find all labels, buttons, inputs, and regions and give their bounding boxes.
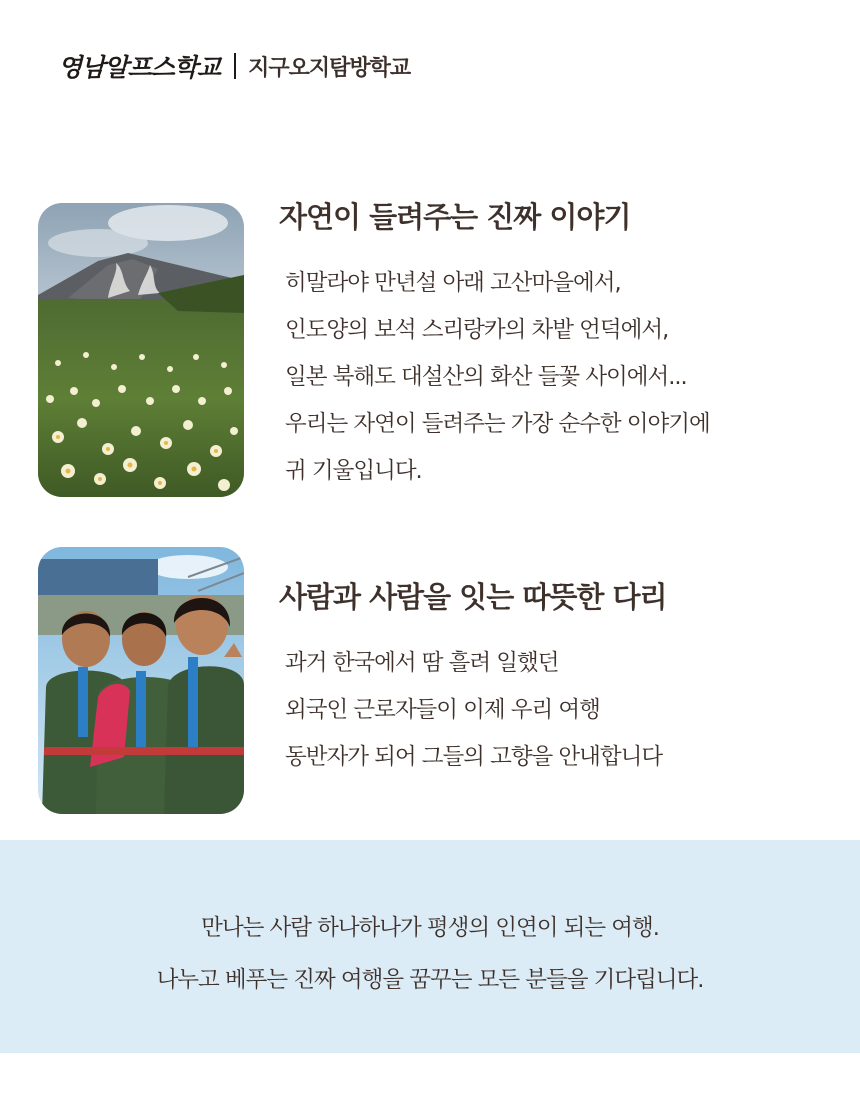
- scouts-photo: [38, 547, 244, 814]
- nature-body: [279, 260, 839, 495]
- volcano-flowers-photo: [38, 203, 244, 497]
- logo-sub[interactable]: 지구오지탐방학교: [248, 54, 411, 81]
- body-line: 일본 북해도 대설산의 화산 들꽃 사이에서...: [285, 364, 687, 390]
- people-body: [279, 640, 839, 781]
- body-line: 우리는 자연이 들려주는 가장 순수한 이야기에: [285, 411, 710, 437]
- footer-band: [0, 840, 860, 1053]
- body-line: 동반자가 되어 그들의 고향을 안내합니다: [285, 744, 663, 770]
- body-line: 외국인 근로자들이 이제 우리 여행: [285, 697, 600, 723]
- body-line: 인도양의 보석 스리랑카의 차밭 언덕에서,: [285, 317, 669, 343]
- body-line: 히말라야 만년설 아래 고산마을에서,: [285, 270, 621, 296]
- section-title: 사람과 사람을 잇는 따뜻한 다리: [279, 580, 667, 614]
- logo-main[interactable]: 영남알프스학교: [58, 53, 221, 82]
- header: [58, 48, 410, 84]
- nature-text: [279, 202, 839, 495]
- body-line: 과거 한국에서 땀 흘려 일했던: [285, 650, 559, 676]
- section-title: 자연이 들려주는 진짜 이야기: [279, 200, 631, 234]
- footer-line: 나누고 베푸는 진짜 여행을 꿈꾸는 모든 분들을 기다립니다.: [156, 967, 704, 993]
- logo-divider: [234, 53, 236, 79]
- body-line: 귀 기울입니다.: [285, 458, 422, 484]
- footer-line: 만나는 사람 하나하나가 평생의 인연이 되는 여행.: [201, 915, 659, 941]
- people-text: [279, 582, 839, 781]
